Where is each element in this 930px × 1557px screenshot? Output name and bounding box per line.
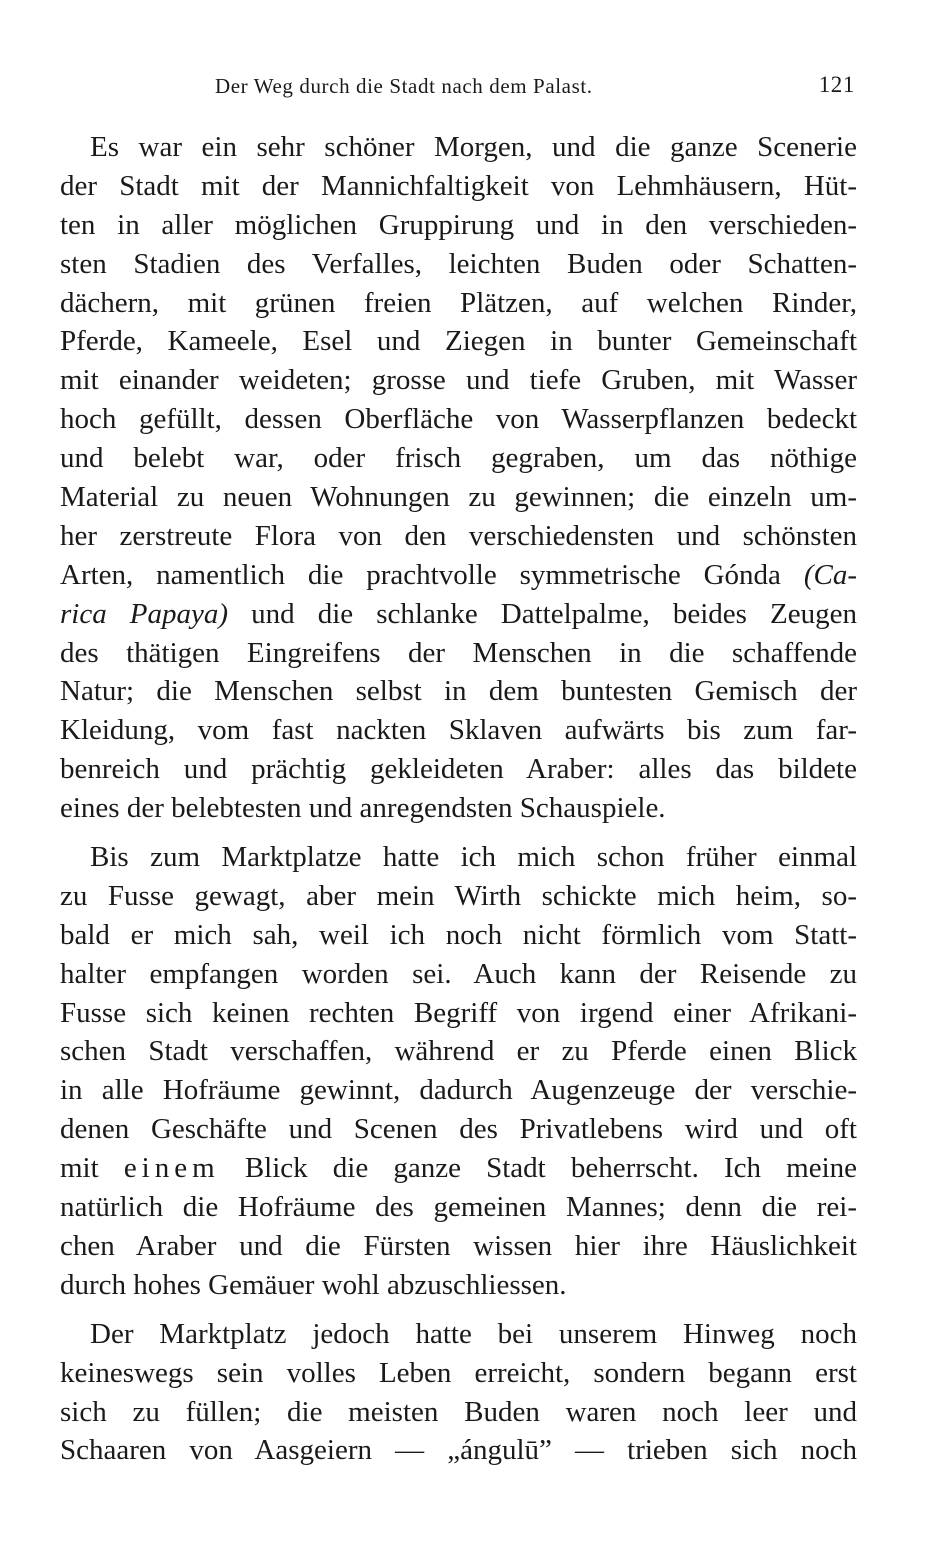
page-number: 121: [818, 72, 855, 97]
text-line: durch hohes Gemäuer wohl abzuschliessen.: [60, 1268, 567, 1301]
text-line: sich zu füllen; die meisten Buden waren noch leer und: [60, 1395, 857, 1428]
text-line: schen Stadt verschaffen, während er zu Pferde einen Blick: [60, 1035, 857, 1068]
page-header: [60, 70, 855, 104]
text-line: [60, 1149, 857, 1188]
text-line: Fusse sich keinen rechten Begriff von irgend einer Afrikani-: [60, 996, 857, 1029]
text-line: der Stadt mit der Mannichfaltigkeit von Lehmhäusern, Hüt-: [60, 169, 857, 202]
text-line: [60, 556, 857, 595]
text-line: hoch gefüllt, dessen Oberfläche von Wasserpflanzen bedeckt: [60, 403, 857, 436]
text-span: mit: [60, 1152, 99, 1185]
text-line: in alle Hofräume gewinnt, dadurch Augenzeuge der verschie-: [60, 1074, 857, 1107]
text-line: Material zu neuen Wohnungen zu gewinnen; die einzeln um-: [60, 481, 857, 514]
text-line: dächern, mit grünen freien Plätzen, auf welchen Rinder,: [60, 286, 857, 319]
text-line: Natur; die Menschen selbst in dem buntesten Gemisch der: [60, 675, 857, 708]
paragraph: [60, 128, 857, 828]
text-line: her zerstreute Flora von den verschiedensten und schönsten: [60, 519, 857, 552]
text-line: Schaaren von Aasgeiern — „ángulū” — trieben sich noch: [60, 1434, 857, 1467]
body-text: [60, 128, 857, 1470]
paragraph: [60, 838, 857, 1305]
text-line: benreich und prächtig gekleideten Araber: alles das bildete: [60, 753, 857, 786]
text-line: ten in aller möglichen Gruppirung und in den verschieden-: [60, 208, 857, 241]
text-line: bald er mich sah, weil ich noch nicht förmlich vom Statt-: [60, 918, 857, 951]
text-line: Es war ein sehr schöner Morgen, und die ganze Scenerie: [90, 131, 857, 163]
text-line: Der Marktplatz jedoch hatte bei unserem Hinweg noch: [90, 1317, 857, 1350]
paragraph: [60, 1315, 857, 1471]
italic-text: rica Papaya): [60, 597, 229, 630]
text-line: zu Fusse gewagt, aber mein Wirth schickte mich heim, so-: [60, 879, 857, 912]
text-line: Kleidung, vom fast nackten Sklaven aufwärts bis zum far-: [60, 714, 857, 747]
text-span: Arten, namentlich die prachtvolle symmetrische Gónda: [60, 558, 781, 591]
text-line: denen Geschäfte und Scenen des Privatlebens wird und oft: [60, 1113, 857, 1146]
text-line: und belebt war, oder frisch gegraben, um das nöthige: [60, 442, 857, 475]
italic-text: (Ca-: [803, 558, 857, 591]
text-line: mit einander weideten; grosse und tiefe Gruben, mit Wasser: [60, 364, 857, 397]
text-line: des thätigen Eingreifens der Menschen in die schaffende: [60, 636, 857, 669]
text-line: Bis zum Marktplatze hatte ich mich schon früher einmal: [90, 841, 857, 874]
text-line: halter empfangen worden sei. Auch kann der Reisende zu: [60, 957, 857, 990]
text-span: Blick die ganze Stadt beherrscht. Ich meine: [244, 1152, 858, 1185]
text-line: keineswegs sein volles Leben erreicht, sondern begann erst: [60, 1356, 857, 1389]
text-line: chen Araber und die Fürsten wissen hier ihre Häuslichkeit: [60, 1229, 857, 1262]
running-title: Der Weg durch die Stadt nach dem Palast.: [215, 74, 593, 98]
spaced-emphasis: einem: [123, 1152, 220, 1185]
text-line: sten Stadien des Verfalles, leichten Buden oder Schatten-: [60, 247, 857, 280]
text-line: natürlich die Hofräume des gemeinen Mannes; denn die rei-: [60, 1191, 857, 1224]
text-line: Pferde, Kameele, Esel und Ziegen in bunter Gemeinschaft: [60, 325, 857, 358]
text-line: [60, 595, 857, 634]
text-span: und die schlanke Dattelpalme, beides Zeugen: [251, 597, 857, 630]
text-line: eines der belebtesten und anregendsten Schauspiele.: [60, 792, 666, 825]
